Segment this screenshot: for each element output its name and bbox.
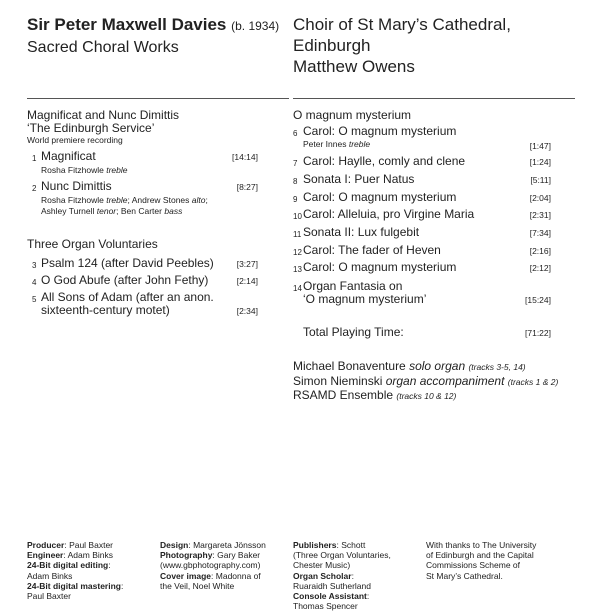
artist-name: Michael Bonaventure [293,359,406,373]
performer-name: Ben Carter [120,206,162,216]
header-left [27,14,292,59]
credits-col-1: Producer: Paul Baxter Engineer: Adam Binks 24-Bit digital editing: Adam Binks 24-Bit digital mastering: Paul Baxter [27,540,152,601]
divider-left [27,98,289,99]
track-duration: [1:47] [529,141,551,151]
credit-value: Paul Baxter [69,540,114,550]
track-number: 10 [293,212,302,221]
track-performer [303,139,370,150]
performer-name: Rosha Fitzhowle [41,195,104,205]
track-duration: [2:14] [236,276,258,286]
credits-col-2: Design: Margareta Jönsson Photography: Gary Baker (www.gbphotography.com) Cover image: Madonna of the Veil, Noel White [160,540,290,591]
credit-label: 24-Bit digital mastering [27,580,121,591]
credit-label: Console Assistant [293,591,367,602]
credits-col-4 [426,540,586,581]
section-organ-voluntaries: Three Organ Voluntaries [27,237,158,251]
track-title: O God Abufe (after John Fethy) [41,273,209,287]
track-10[interactable] [293,208,474,221]
performers-line-1: Choir of St Mary’s Cathedral, [293,15,511,34]
track-duration: [2:34] [236,306,258,316]
track-duration: [3:27] [236,259,258,269]
composer-line [27,14,292,37]
artist-1 [293,360,526,374]
track-12[interactable] [293,244,441,257]
performer-role: treble [348,139,371,149]
track-9[interactable] [293,191,456,204]
track-8[interactable] [293,173,414,186]
performer-name: Andrew Stones [131,195,190,205]
track-number: 11 [293,230,302,239]
track-number: 9 [293,195,298,204]
performer-role: treble [106,195,128,205]
section-note: World premiere recording [27,135,123,145]
credit-value: (Three Organ Voluntaries, [293,550,391,561]
track-11[interactable] [293,226,419,239]
thanks-line: of Edinburgh and the Capital [426,550,534,561]
credit-label: Producer [27,540,65,550]
credit-label: Design [160,540,189,550]
track-duration: [8:27] [236,182,258,192]
composer-name: Sir Peter Maxwell Davies [27,15,227,34]
performers-line-3: Matthew Owens [293,57,415,76]
track-number: 13 [293,265,302,274]
credit-value: (www.gbphotography.com) [160,560,261,571]
track-title: Psalm 124 (after David Peebles) [41,256,214,270]
track-title-cont: sixteenth-century motet) [41,303,170,317]
performer-role: tenor [96,206,117,216]
thanks-line: St Mary’s Cathedral. [426,570,503,581]
track-number: 12 [293,248,302,257]
credit-value: Schott [341,540,366,550]
section-magnificat [27,109,179,146]
credit-label: Organ Scholar [293,570,352,581]
credit-value: Adam Binks [27,570,73,581]
track-number: 14 [293,284,302,293]
credits-col-3: Publishers: Schott (Three Organ Voluntaries, Chester Music) Organ Scholar: Ruaraidh Sutherland Console Assistant: Thomas Spencer [293,540,418,611]
credit-value: Adam Binks [67,550,113,561]
track-number: 3 [32,261,37,270]
track-title-cont: ‘O magnum mysterium’ [303,292,427,306]
track-duration: [2:31] [529,210,551,220]
track-14[interactable] [293,280,426,306]
section-title-1: Magnificat and Nunc Dimittis [27,108,180,122]
credit-label: Photography [160,550,213,561]
track-title: Sonata II: Lux fulgebit [303,225,420,239]
artist-tracks: (tracks 10 & 12) [396,391,457,401]
track-title: Organ Fantasia on [303,279,403,293]
composer-born: (b. 1934) [231,19,280,33]
artist-tracks: (tracks 3-5, 14) [468,362,526,372]
track-number: 5 [32,295,37,304]
performer-name: Rosha Fitzhowle [41,165,104,175]
performers-line-2: Edinburgh [293,36,371,55]
track-number: 2 [32,184,37,193]
performer-role: alto [191,195,206,205]
artist-role: organ accompaniment [385,374,505,388]
track-duration: [2:04] [529,193,551,203]
track-duration: [15:24] [525,295,551,305]
artist-name: RSAMD Ensemble [293,388,394,402]
track-title: Carol: O magnum mysterium [303,124,457,138]
track-duration: [2:12] [529,263,551,273]
track-title: Carol: Haylle, comly and clene [303,154,466,168]
track-title: Carol: O magnum mysterium [303,260,457,274]
credit-value: Thomas Spencer [293,601,358,611]
track-duration: [5:11] [530,175,551,185]
credit-value: Gary Baker [217,550,261,561]
thanks-line: With thanks to The University [426,540,537,550]
performer-name: Ashley Turnell [41,206,95,216]
section-o-magnum: O magnum mysterium [293,108,412,122]
track-title: Carol: O magnum mysterium [303,190,457,204]
track-duration: [14:14] [232,152,258,162]
track-number: 8 [293,177,298,186]
track-title: Carol: The fader of Heven [303,243,441,257]
credit-value: Paul Baxter [27,591,71,602]
artist-2 [293,375,558,389]
artist-tracks: (tracks 1 & 2) [507,377,559,387]
track-title: Magnificat [41,149,96,163]
credit-label: 24-Bit digital editing [27,560,109,571]
credit-label: Publishers [293,540,337,550]
track-duration: [2:16] [529,246,551,256]
track-duration: [7:34] [529,228,551,238]
track-number: 1 [32,154,37,163]
artist-3 [293,389,456,403]
artist-name: Simon Nieminski [293,374,383,388]
thanks-line: Commissions Scheme of [426,560,521,571]
track-title: All Sons of Adam (after an anon. [41,290,214,304]
total-duration: [71:22] [525,328,551,338]
credit-value: Chester Music) [293,560,351,571]
credit-value: Madonna of [215,570,261,581]
track-title: Nunc Dimittis [41,179,112,193]
credit-label: Engineer [27,550,64,561]
credit-value: Ruaraidh Sutherland [293,580,371,591]
artist-role: solo organ [409,359,466,373]
track-performers: Rosha Fitzhowle treble; Andrew Stones alto; Ashley Turnell tenor; Ben Carter bass [41,195,208,216]
track-7[interactable] [293,155,465,168]
track-duration: [1:24] [529,157,551,167]
track-13[interactable] [293,261,456,274]
track-6[interactable] [293,125,456,138]
total-label: Total Playing Time: [303,325,404,339]
performer-role: treble [106,165,128,175]
track-number: 6 [293,129,298,138]
header-right [293,14,593,77]
track-number: 7 [293,159,298,168]
album-subtitle: Sacred Choral Works [27,39,179,56]
divider-right [293,98,575,99]
track-number: 4 [32,278,37,287]
section-title-2: ‘The Edinburgh Service’ [27,121,155,135]
credit-label: Cover image [160,570,212,581]
track-title: Carol: Alleluia, pro Virgine Maria [303,207,475,221]
credit-value: the Veil, Noel White [160,580,235,591]
track-title: Sonata I: Puer Natus [303,172,415,186]
track-performer [41,165,127,176]
performer-name: Peter Innes [303,139,347,149]
credit-value: Margareta Jönsson [193,540,266,550]
performer-role: bass [164,206,183,216]
